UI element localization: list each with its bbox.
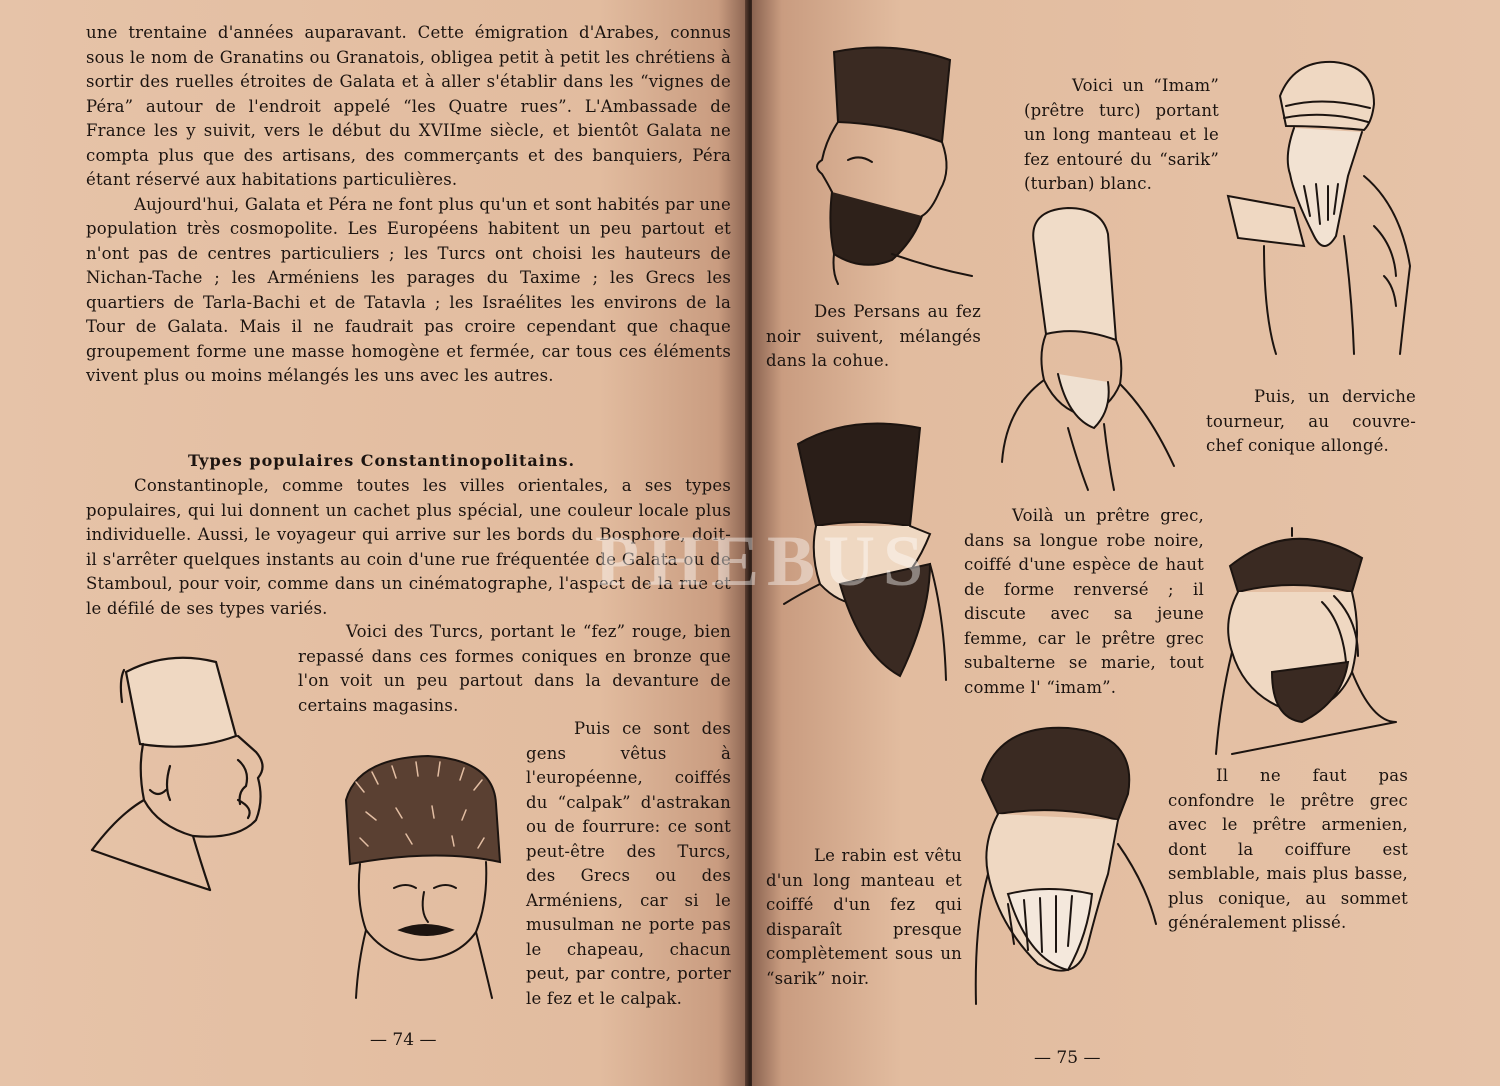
pretre-armenien-illustration: [1212, 522, 1402, 762]
page-number-74: — 74 —: [370, 1030, 437, 1050]
caption-pretre-armenien: Il ne faut pas confondre le prêtre grec avec le prêtre armenien, dont la coiffure est semblable, mais plus basse, plus conique, au sommet généralement plissé.: [1168, 766, 1408, 932]
caption-calpak: Puis ce sont des gens vêtus à l'européenne, coiffés du “calpak” d'astrakan ou de fourrure: ce sont peut-être des Turcs, des Grecs ou des Arméniens, car si le musulman ne porte pas le chapeau, chacun peut, par contre, porter le fez et le calpak.: [526, 719, 731, 1008]
persan-illustration: [782, 40, 977, 285]
caption-rabin: Le rabin est vêtu d'un long manteau et coiffé d'un fez qui disparaît presque complètement sous un “sarik” noir.: [766, 846, 962, 988]
section-heading: Types populaires Constantinopolitains.: [188, 451, 576, 470]
watermark: PHEBUS: [595, 521, 932, 601]
imam-illustration: [1224, 56, 1424, 356]
rabin-illustration: [968, 724, 1160, 1010]
caption-turcs-fez: Voici des Turcs, portant le “fez” rouge, bien repassé dans ces formes coniques en bronze que l'on voit un peu partout dans la devanture de certains magasins.: [298, 622, 731, 715]
turk-fez-illustration: [88, 640, 288, 895]
paragraph-emigration: une trentaine d'années auparavant. Cette émigration d'Arabes, connus sous le nom de Granatins ou Granatois, obligea petit à petit les chrétiens à sortir des ruelles étroites de Galata et à aller s'établir dans les “vignes de Péra” autour de l'endroit appelé “les Quatre rues”. L'Ambassade de France les y suivit, vers le début du XVIIme siècle, et bientôt Galata ne compta plus que des artisans, des commerçants et des banquiers, Péra étant réservé aux habitations particulières.: [86, 23, 731, 189]
paragraph-types-populaires: Constantinople, comme toutes les villes orientales, a ses types populaires, qui lui donnent un cachet plus spécial, une couleur locale plus individuelle. Aussi, le voyageur qui arrive sur les bords du Bosphore, doit-il s'arrêter quelques instants au coin d'une rue fréquentée de Galata ou de Stamboul, pour voir, comme dans un cinématographe, l'aspect de la rue et le défilé de ses types variés.: [86, 476, 731, 618]
caption-derviche: Puis, un derviche tourneur, au couvre-chef conique allongé.: [1206, 387, 1416, 455]
page-number-75: — 75 —: [1034, 1048, 1101, 1068]
paragraph-cosmopolite: Aujourd'hui, Galata et Péra ne font plus qu'un et sont habités par une population très cosmopolite. Les Européens habitent un peu partout et n'ont pas de centres particuliers ; les Turcs ont choisi les hauteurs de Nichan-Tache ; les Arméniens les parages du Taxime ; les Grecs les quartiers de Tarla-Bachi et de Tatavla ; les Israélites les environs de la Tour de Galata. Mais il ne faudrait pas croire cependant que chaque groupement forme une masse homogène et fermée, car tous ces éléments vivent plus ou moins mélangés les uns avec les autres.: [86, 194, 731, 385]
caption-pretre-grec: Voilà un prêtre grec, dans sa longue robe noire, coiffé d'une espèce de haut de forme renversé ; il discute avec sa jeune femme, car le prêtre grec subalterne se marie, tout comme l' “imam”.: [964, 506, 1204, 697]
left-top-text: [86, 21, 731, 389]
calpak-man-illustration: [336, 752, 521, 1002]
caption-persans: Des Persans au fez noir suivent, mélangés dans la cohue.: [766, 302, 981, 370]
caption-imam: Voici un “Imam” (prêtre turc) portant un long manteau et le fez entouré du “sarik” (turban) blanc.: [1024, 76, 1219, 193]
derviche-illustration: [998, 204, 1178, 494]
